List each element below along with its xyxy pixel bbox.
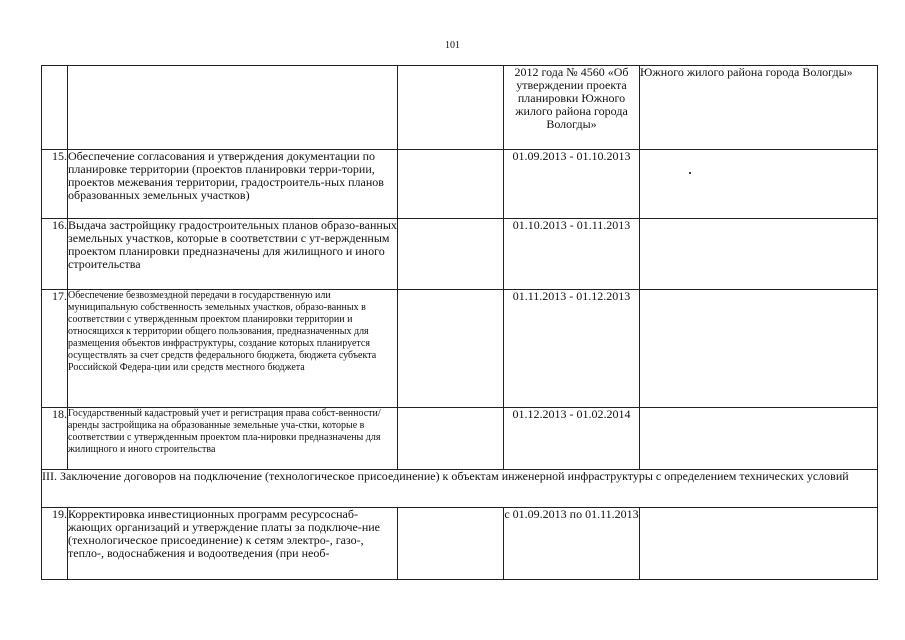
row-number: 19. [42, 508, 68, 580]
activity-text: Государственный кадастровый учет и регистрация права собст-венности/аренды застройщика на образованные земельные уча-стки, которые в соответствии с утвержденным проектом пла-нировки предназначены для жилищного и иного строительства [68, 408, 398, 470]
activity-text: Выдача застройщику градостроительных планов образо-ванных земельных участков, которые в соответствии с ут-вержденным проектом планировки предназначены для жилищного и иного строительства [68, 219, 398, 290]
cell-responsible [640, 508, 878, 580]
page-number: 101 [445, 40, 460, 51]
cell-empty [398, 290, 504, 408]
plan-table [41, 65, 878, 580]
table-row-continuation [42, 66, 878, 150]
table-row-15 [42, 150, 878, 219]
cell-empty [398, 508, 504, 580]
row-number: 17. [42, 290, 68, 408]
period-text: 01.12.2013 - 01.02.2014 [504, 408, 640, 470]
period-text: 01.09.2013 - 01.10.2013 [504, 150, 640, 219]
cell-empty [398, 66, 504, 150]
section-heading: III. Заключение договоров на подключение (технологическое присоединение) к объектам инженерной инфраструктуры с определением технических условий [42, 470, 878, 508]
period-text: 01.10.2013 - 01.11.2013 [504, 219, 640, 290]
section-heading-row [42, 470, 878, 508]
cell-responsible [640, 290, 878, 408]
cell-responsible [640, 219, 878, 290]
table-row-19 [42, 508, 878, 580]
cell-activity [68, 66, 398, 150]
cell-empty [398, 408, 504, 470]
activity-text: Обеспечение согласования и утверждения документации по планировке территории (проектов планировки терри-тории, проектов межевания территории, градостроитель-ных планов образованных земельных участков) [68, 150, 398, 219]
cell-empty [398, 219, 504, 290]
scan-speck [689, 172, 691, 174]
row-number: 16. [42, 219, 68, 290]
activity-text: Обеспечение безвозмездной передачи в государственную или муниципальную собственность земельных участков, образо-ванных в соответствии с утвержденным проектом планировки территории и относящихся к территории общего пользования, предназначенных для размещения объектов инфраструктуры, создание которых планируется осуществлять за счет средств федерального бюджета, бюджета субъекта Российской Федера-ции или средств местного бюджета [68, 290, 398, 408]
cell-number [42, 66, 68, 150]
row-number: 15. [42, 150, 68, 219]
cell-document-reference: 2012 года № 4560 «Об утверждении проекта планировки Южного жилого района города Вологды» [504, 66, 640, 150]
period-text: с 01.09.2013 по 01.11.2013 [504, 508, 640, 580]
cell-responsible [640, 150, 878, 219]
table-row-16 [42, 219, 878, 290]
table-row-17 [42, 290, 878, 408]
cell-empty [398, 150, 504, 219]
row-number: 18. [42, 408, 68, 470]
cell-responsible: Южного жилого района города Вологды» [640, 66, 878, 150]
activity-text: Корректировка инвестиционных программ ресурсоснаб-жающих организаций и утверждение платы за подключе-ние (технологическое присоединение) к сетям электро-, газо-, тепло-, водоснабжения и водоотведения (при необ- [68, 508, 398, 580]
cell-responsible [640, 408, 878, 470]
table-row-18 [42, 408, 878, 470]
period-text: 01.11.2013 - 01.12.2013 [504, 290, 640, 408]
